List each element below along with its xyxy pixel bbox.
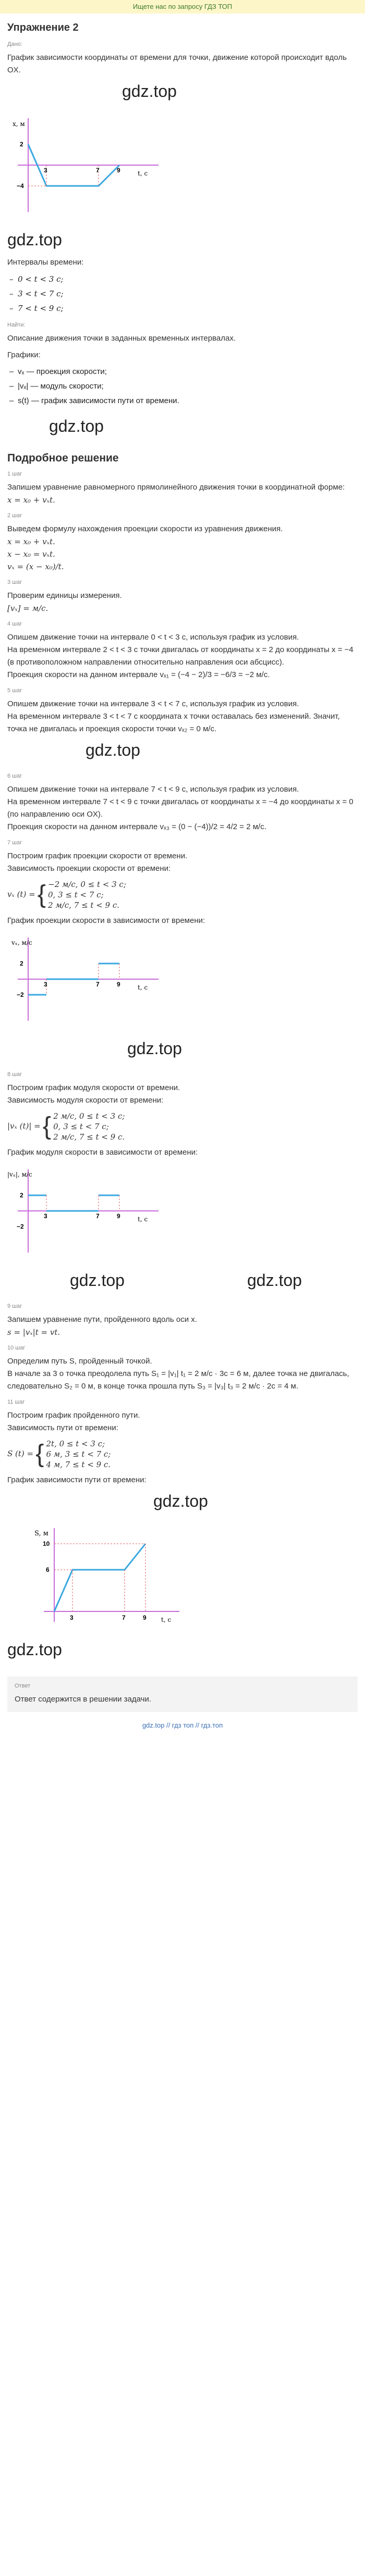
find-badge: Найти: [7, 322, 26, 328]
cases-block [7, 1439, 358, 1470]
graphs-ylabel: S, м [34, 1530, 48, 1537]
watermark-row [7, 735, 358, 767]
step-badge: 8 шаг [7, 1071, 22, 1078]
watermark: gdz.top [127, 1039, 182, 1058]
interval-item: – 0 < t < 3 с; [7, 272, 358, 286]
step-body: На временном интервале 7 < t < 9 с точки двигалась от координаты x = −4 до координаты x = 0 (по направлению оси OX). [7, 797, 354, 819]
graph1-xlabel: t, с [138, 170, 148, 177]
watermark-row [7, 1034, 358, 1065]
step-formula: s = |vₓ|t = vt. [7, 1328, 60, 1337]
case-item: −2 м/с, 0 ≤ t < 3 с; [48, 880, 126, 889]
graph-path [7, 1523, 185, 1627]
footer [7, 1721, 358, 1729]
cases-list [53, 1111, 125, 1142]
graphs-ytick: 10 [43, 1540, 50, 1547]
interval-item: – 3 < t < 7 с; [7, 286, 358, 301]
graph-abs-velocity [7, 1164, 164, 1258]
watermark-row [7, 411, 358, 443]
case-item: 2 м/с, 7 ≤ t < 9 с. [48, 901, 120, 910]
step-text: Запишем уравнение пути, пройденного вдоль оси x. [7, 1315, 197, 1324]
step-body: Проекция скорости на данном интервале vₓ₁ = (−4 − 2)/3 = −6/3 = −2 м/с. [7, 670, 270, 679]
watermark: gdz.top [7, 1640, 62, 1659]
grapha-xtick: 9 [117, 1212, 120, 1220]
graphv-xtick: 7 [96, 981, 100, 988]
step-badge: 4 шаг [7, 621, 22, 627]
cases-lhs: |vₓ (t)| = [7, 1121, 41, 1131]
find-item: – vₓ — проекция скорости; [7, 365, 358, 379]
step-formula: x = x₀ + vₓt. [7, 495, 55, 505]
case-item: 6 м, 3 ≤ t < 7 с; [46, 1449, 111, 1459]
top-banner [0, 0, 365, 14]
watermark: gdz.top [49, 417, 104, 435]
answer-badge: Ответ [15, 1683, 31, 1689]
case-item: 2 м/с, 7 ≤ t < 9 с. [53, 1132, 125, 1142]
answer-text: Ответ содержится в решении задачи. [15, 1695, 151, 1704]
graphv-ytick: 2 [20, 960, 23, 967]
step-body: На временном интервале 2 < t < 3 с точки двигалась от координаты x = 2 до координаты x = −4 (в противоположном направлении относительно направления оси абсцисс). [7, 645, 354, 667]
watermark-row [7, 1486, 358, 1518]
graphs-ytick: 6 [46, 1566, 50, 1573]
graph-coordinate [7, 113, 164, 217]
graphv-xtick: 3 [44, 981, 47, 988]
step-badge: 9 шаг [7, 1303, 22, 1309]
find-graphs-label: Графики: [7, 351, 41, 359]
find-item: – |vₓ| — модуль скорости; [7, 379, 358, 394]
grapha-xtick: 3 [44, 1212, 47, 1220]
step-badge: 10 шаг [7, 1345, 26, 1351]
step-badge: 5 шаг [7, 687, 22, 694]
step-formula: x − x₀ = vₓt. [7, 549, 55, 559]
graph1-ytick-0: 2 [20, 141, 23, 148]
step-formula: vₓ = (x − x₀)/t. [7, 562, 64, 571]
case-item: 2t, 0 ≤ t < 3 с; [46, 1439, 105, 1448]
step-text: Опишем движение точки на интервале 3 < t < 7 с, используя график из условия. [7, 699, 299, 708]
watermark: gdz.top [7, 230, 62, 249]
solution-title: Подробное решение [7, 452, 119, 464]
find-item: – s(t) — график зависимости пути от времени. [7, 394, 358, 408]
step-text: Построим график пройденного пути. [7, 1411, 140, 1420]
step-body: В начале за 3 о точка преодолела путь S₁ = |v₁| t₁ = 2 м/с · 3с = 6 м, далее точка не двигалась, следовательно S₂ = 0 м, в конце точка прошла путь S₃ = |v₃| t₃ = 2 м/с · 2с = 4 м. [7, 1369, 349, 1391]
grapha-ytick: 2 [20, 1192, 23, 1199]
page-title: Упражнение 2 [7, 22, 79, 33]
case-item: 0, 3 ≤ t < 7 с; [48, 890, 104, 899]
watermark: gdz.top [86, 741, 140, 759]
cases-list [48, 879, 126, 910]
find-text: Описание движения точки в заданных временных интервалах. [7, 334, 236, 343]
step-text: Опишем движение точки на интервале 0 < t < 3 с, используя график из условия. [7, 633, 299, 642]
find-list [7, 365, 358, 408]
graph-label: График проекции скорости в зависимости от времени: [7, 916, 205, 925]
step-badge: 3 шаг [7, 579, 22, 585]
grapha-ylabel: |vₓ|, м/с [7, 1171, 32, 1178]
step-formula: [vₓ] = м/с. [7, 604, 48, 613]
graphv-ytick: −2 [17, 991, 24, 998]
step-body: Зависимость модуля скорости от времени: [7, 1096, 164, 1105]
given-badge: Дано: [7, 41, 22, 47]
given-text: График зависимости координаты от времени для точки, движение которой происходит вдоль OX. [7, 53, 347, 74]
graphs-xtick: 9 [143, 1614, 147, 1621]
case-item: 2 м/с, 0 ≤ t < 3 с; [53, 1111, 125, 1121]
footer-link[interactable]: gdz.top // гдз топ // гдз.топ [142, 1721, 223, 1729]
cases-block [7, 1111, 358, 1142]
brace-icon: { [35, 1440, 44, 1468]
brace-icon: { [37, 881, 46, 908]
step-body: Зависимость пути от времени: [7, 1423, 118, 1432]
step-badge: 11 шаг [7, 1399, 25, 1405]
step-text: Выведем формулу нахождения проекции скорости из уравнения движения. [7, 524, 283, 533]
graph1-xtick-2: 9 [117, 167, 120, 174]
cases-lhs: vₓ (t) = [7, 889, 35, 899]
watermark-row [7, 1266, 358, 1297]
cases-list [46, 1439, 111, 1470]
cases-block [7, 879, 358, 910]
intervals-list [7, 272, 358, 316]
step-text: Определим путь S, пройденный точкой. [7, 1357, 152, 1366]
watermark: gdz.top [153, 1492, 208, 1510]
grapha-xlabel: t, с [138, 1216, 148, 1223]
step-text: Построим график проекции скорости от времени. [7, 852, 188, 860]
watermark: gdz.top [122, 82, 177, 101]
step-text: Построим график модуля скорости от времени. [7, 1083, 180, 1092]
graphs-xlabel: t, с [161, 1616, 172, 1623]
step-badge: 6 шаг [7, 773, 22, 779]
grapha-xtick: 7 [96, 1212, 100, 1220]
step-badge: 7 шаг [7, 840, 22, 846]
watermark-row [7, 77, 358, 108]
graph1-ylabel: x, м [13, 120, 25, 128]
watermark-row [7, 225, 358, 256]
graph1-ytick-1: −4 [17, 182, 24, 190]
interval-item: – 7 < t < 9 с; [7, 301, 358, 316]
top-search-link[interactable]: Ищете нас по запросу ГДЗ ТОП [132, 3, 233, 10]
watermark: gdz.top [247, 1271, 302, 1290]
graphv-ylabel: vₓ, м/с [11, 939, 32, 946]
graphs-xtick: 7 [122, 1614, 126, 1621]
cases-lhs: S (t) = [7, 1448, 34, 1458]
graph-velocity [7, 932, 164, 1026]
step-body: На временном интервале 3 < t < 7 с координата x точки оставалась без изменений. Значит, точка не двигалась и проекция скорости точки vₓ₂ = 0 м/с. [7, 712, 340, 733]
answer-box [7, 1677, 358, 1712]
step-badge: 1 шаг [7, 471, 22, 477]
step-badge: 2 шаг [7, 512, 22, 519]
step-body: Проекция скорости на данном интервале vₓ₃ = (0 − (−4))/2 = 4/2 = 2 м/с. [7, 822, 266, 831]
step-text: Проверим единицы измерения. [7, 591, 122, 600]
case-item: 4 м, 7 ≤ t < 9 с. [46, 1460, 111, 1469]
step-body: Зависимость проекции скорости от времени: [7, 864, 171, 873]
step-text: Запишем уравнение равномерного прямолинейного движения точки в координатной форме: [7, 483, 345, 492]
grapha-ytick: −2 [17, 1223, 24, 1230]
graphs-xtick: 3 [70, 1614, 74, 1621]
graph-label: График зависимости пути от времени: [7, 1475, 147, 1484]
graph-label: График модуля скорости в зависимости от времени: [7, 1148, 198, 1157]
watermark-row [7, 1635, 358, 1666]
brace-icon: { [42, 1112, 51, 1140]
step-formula: x = x₀ + vₓt. [7, 537, 55, 546]
step-text: Опишем движение точки на интервале 7 < t < 9 с, используя график из условия. [7, 785, 299, 794]
graph1-xtick-0: 3 [44, 167, 47, 174]
case-item: 0, 3 ≤ t < 7 с; [53, 1122, 109, 1131]
watermark: gdz.top [70, 1271, 125, 1290]
graphv-xlabel: t, с [138, 984, 148, 991]
graphs-line [54, 1544, 145, 1611]
intervals-label: Интервалы времени: [7, 258, 84, 267]
graph1-xtick-1: 7 [96, 167, 100, 174]
graphv-xtick: 9 [117, 981, 120, 988]
